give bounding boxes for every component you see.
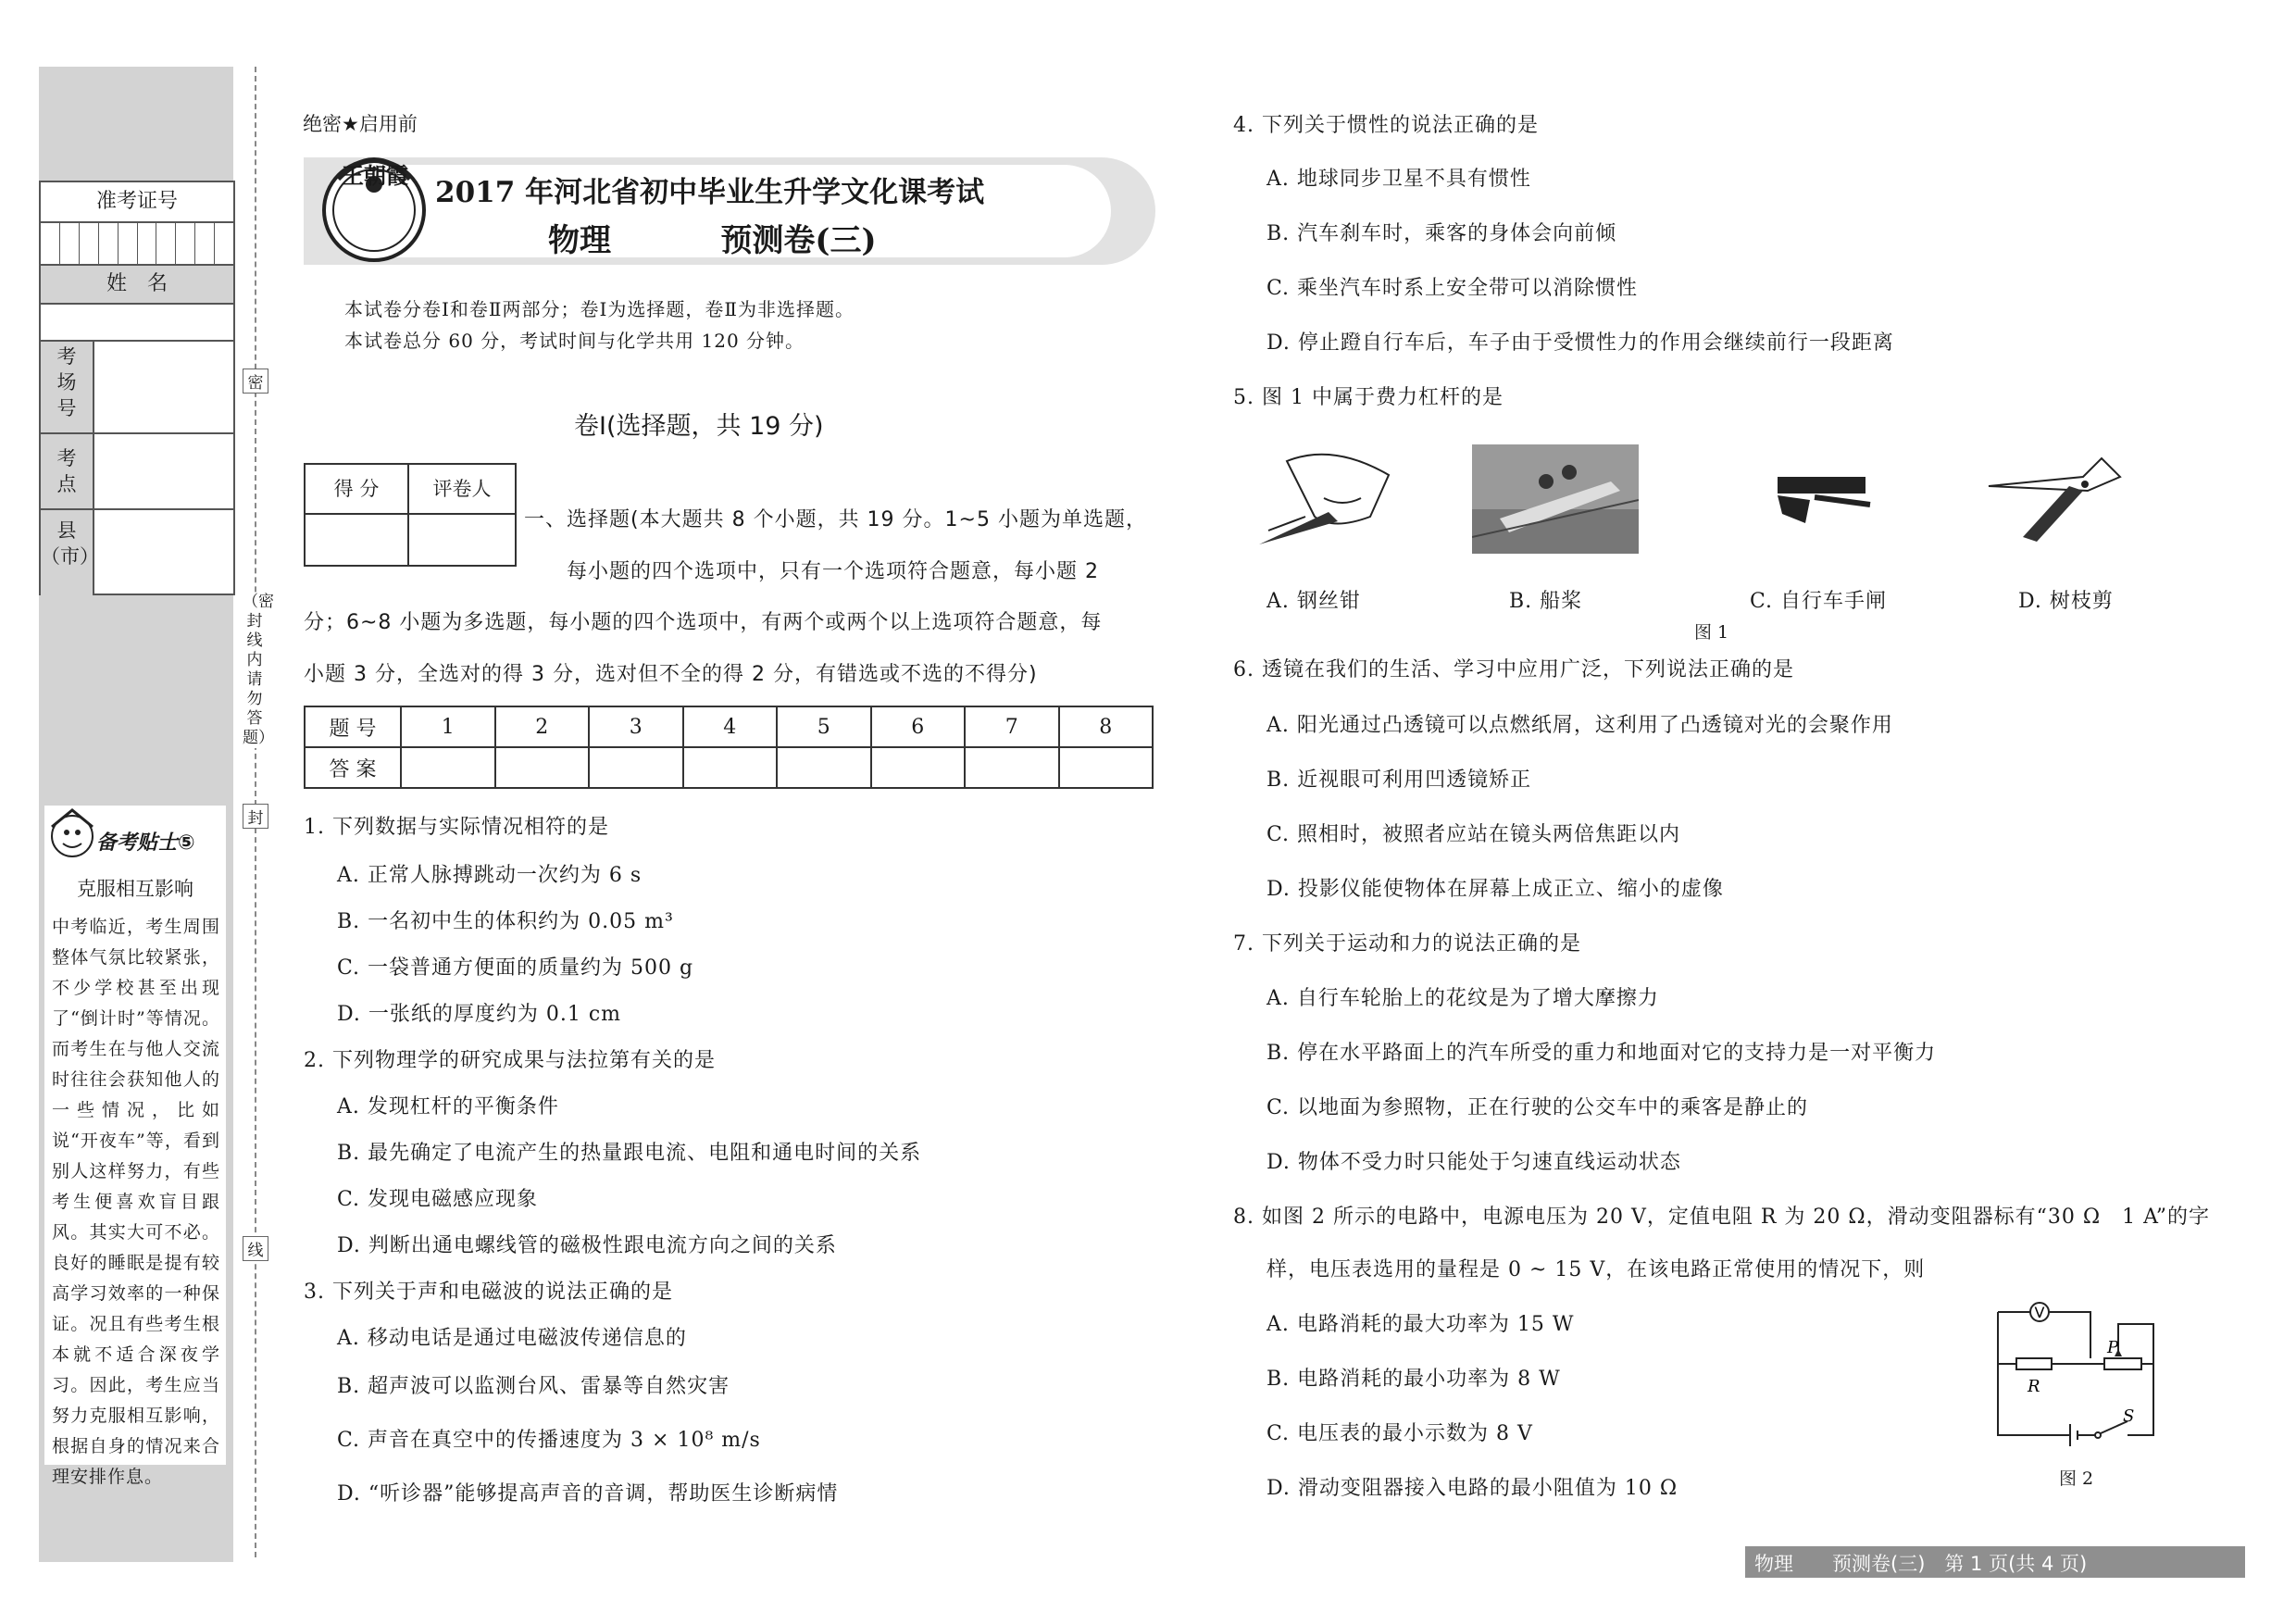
instruction-line-1: 一、选择题(本大题共 8 个小题，共 19 分。1~5 小题为单选题， xyxy=(524,508,1147,531)
figure1-caption: 图 1 xyxy=(1694,622,1729,643)
intro-line-2: 本试卷总分 60 分，考试时间与化学共用 120 分钟。 xyxy=(344,330,805,352)
bike-brake-icon xyxy=(1768,468,1875,532)
figure1-label-a: A. 钢丝钳 xyxy=(1267,590,1361,613)
option: C. 以地面为参照物，正在行驶的公交车中的乘客是静止的 xyxy=(1267,1096,1809,1119)
option: A. 移动电话是通过电磁波传递信息的 xyxy=(337,1327,687,1350)
pliers-hand-icon xyxy=(1250,443,1403,554)
option: A. 自行车轮胎上的花纹是为了增大摩擦力 xyxy=(1267,987,1659,1010)
instruction-line-2: 每小题的四个选项中，只有一个选项符合题意，每小题 2 xyxy=(567,560,1099,583)
question-stem: 4. 下列关于惯性的说法正确的是 xyxy=(1233,114,1539,137)
option: B. 最先确定了电流产生的热量跟电流、电阻和通电时间的关系 xyxy=(337,1142,922,1165)
question-stem: 8. 如图 2 所示的电路中，电源电压为 20 V，定值电阻 R 为 20 Ω，滑动变阻器标有“30 Ω 1 A”的字 xyxy=(1233,1206,2210,1229)
option: B. 近视眼可利用凹透镜矫正 xyxy=(1267,769,1532,792)
option: C. 乘坐汽车时系上安全带可以消除惯性 xyxy=(1267,277,1639,300)
question-stem-cont: 样，电压表选用的量程是 0 ~ 15 V，在该电路正常使用的情况下，则 xyxy=(1267,1258,1926,1281)
exam-no-cells[interactable] xyxy=(41,223,233,264)
question-stem: 7. 下列关于运动和力的说法正确的是 xyxy=(1233,932,1581,956)
answer-cell[interactable] xyxy=(401,747,495,788)
option: C. 电压表的最小示数为 8 V xyxy=(1267,1422,1533,1445)
option: B. 停在水平路面上的汽车所受的重力和地面对它的支持力是一对平衡力 xyxy=(1267,1042,1937,1065)
seal-mi: 密 xyxy=(243,369,268,394)
table-row-label: 答 案 xyxy=(305,747,401,788)
paper-title: 物理 预测卷(三) xyxy=(548,222,877,259)
qno-3: 3 xyxy=(589,706,683,747)
answer-cell[interactable] xyxy=(495,747,590,788)
option: B. 电路消耗的最小功率为 8 W xyxy=(1267,1368,1561,1391)
county-label: 县 （市） xyxy=(41,510,94,595)
option: A. 地球同步卫星不具有惯性 xyxy=(1267,168,1531,191)
option: A. 正常人脉搏跳动一次约为 6 s xyxy=(337,864,643,887)
grader-label: 评卷人 xyxy=(409,465,515,515)
option: A. 发现杠杆的平衡条件 xyxy=(337,1095,559,1118)
option: A. 电路消耗的最大功率为 15 W xyxy=(1267,1313,1575,1336)
figure1-label-d: D. 树枝剪 xyxy=(2018,590,2114,613)
option: D. 一张纸的厚度约为 0.1 cm xyxy=(337,1003,621,1026)
circuit-diagram xyxy=(1989,1292,2174,1449)
site-label: 考 点 xyxy=(41,434,94,518)
pruning-shears-icon xyxy=(1981,449,2129,546)
option: C. 声音在真空中的传播速度为 3 × 10⁸ m/s xyxy=(337,1429,761,1452)
qno-1: 1 xyxy=(401,706,495,747)
qno-2: 2 xyxy=(495,706,590,747)
name-field[interactable] xyxy=(41,303,233,342)
venue-label: 考 场 号 xyxy=(41,342,94,434)
answer-cell[interactable] xyxy=(589,747,683,788)
option: B. 超声波可以监测台风、雷暴等自然灾害 xyxy=(337,1375,730,1398)
option: D. 停止蹬自行车后，车子由于受惯性力的作用会继续前行一段距离 xyxy=(1267,331,1894,355)
instruction-line-3: 分；6~8 小题为多选题，每小题的四个选项中，有两个或两个以上选项符合题意，每 xyxy=(304,611,1103,634)
question-stem: 5. 图 1 中属于费力杠杆的是 xyxy=(1233,386,1504,409)
qno-5: 5 xyxy=(777,706,871,747)
figure1-label-b: B. 船桨 xyxy=(1509,590,1583,613)
question-stem: 3. 下列关于声和电磁波的说法正确的是 xyxy=(304,1281,673,1304)
figure2-caption: 图 2 xyxy=(2059,1468,2094,1489)
tip-text: 中考临近，考生周围整体气氛比较紧张，不少学校甚至出现了“倒计时”等情况。而考生在与他人交流时往往会获知他人的一些情况，比如说“开夜车”等，看到别人这样努力，有些考生便喜欢盲目跟风。其实大可不必。良好的睡眠是提有较高学习效率的一种保证。况且有些考生根本就不适合深夜学习。因此，考生应当努力克服相互影响，根据自身的情况来合理安排作息。 xyxy=(52,917,220,1487)
option: D. 投影仪能使物体在屏幕上成正立、缩小的虚像 xyxy=(1267,878,1724,901)
question-stem: 6. 透镜在我们的生活、学习中应用广泛，下列说法正确的是 xyxy=(1233,658,1794,681)
part1-title: 卷Ⅰ(选择题，共 19 分) xyxy=(574,412,824,441)
option: D. 判断出通电螺线管的磁极性跟电流方向之间的关系 xyxy=(337,1234,837,1257)
qno-8: 8 xyxy=(1059,706,1154,747)
switch-label: S xyxy=(2123,1406,2135,1426)
voltmeter-label: V xyxy=(2034,1304,2045,1321)
score-box xyxy=(304,463,517,567)
tip-badge: 备考贴士⑤ xyxy=(96,831,195,855)
option: A. 阳光通过凸透镜可以点燃纸屑，这利用了凸透镜对光的会聚作用 xyxy=(1267,714,1893,737)
logo-text: 王朝霞 xyxy=(342,162,408,189)
secret-mark: 绝密★启用前 xyxy=(303,113,418,135)
question-stem: 1. 下列数据与实际情况相符的是 xyxy=(304,816,609,839)
name-label: 姓 名 xyxy=(41,264,233,305)
answer-cell[interactable] xyxy=(1059,747,1154,788)
rowing-boat-photo xyxy=(1472,444,1639,554)
exam-no-label: 准考证号 xyxy=(41,182,233,223)
answer-cell[interactable] xyxy=(683,747,778,788)
qno-7: 7 xyxy=(965,706,1059,747)
qno-6: 6 xyxy=(871,706,966,747)
option: C. 照相时，被照者应站在镜头两倍焦距以内 xyxy=(1267,823,1681,846)
option: D. 滑动变阻器接入电路的最小阻值为 10 Ω xyxy=(1267,1477,1678,1500)
candidate-info-box xyxy=(39,181,235,595)
option: B. 汽车刹车时，乘客的身体会向前倾 xyxy=(1267,222,1617,245)
answer-cell[interactable] xyxy=(965,747,1059,788)
slider-label: P xyxy=(2107,1338,2119,1357)
seal-feng: 封 xyxy=(243,804,268,829)
footer-text: 物理 预测卷(三) 第 1 页(共 4 页) xyxy=(1754,1553,2088,1575)
question-stem: 2. 下列物理学的研究成果与法拉第有关的是 xyxy=(304,1049,716,1072)
answer-cell[interactable] xyxy=(871,747,966,788)
instruction-line-4: 小题 3 分，全选对的得 3 分，选对但不全的得 2 分，有错选或不选的不得分) xyxy=(304,663,1038,686)
table-row-label: 题 号 xyxy=(305,706,401,747)
option: B. 一名初中生的体积约为 0.05 m³ xyxy=(337,910,674,933)
answer-table xyxy=(304,706,1154,789)
score-label: 得 分 xyxy=(306,465,407,515)
option: D. 物体不受力时只能处于匀速直线运动状态 xyxy=(1267,1151,1681,1174)
resistor-label: R xyxy=(2028,1377,2040,1396)
seal-note: （密封线内请勿答题） xyxy=(243,593,274,747)
site-field[interactable] xyxy=(41,434,233,510)
answer-cell[interactable] xyxy=(777,747,871,788)
figure1-label-c: C. 自行车手闸 xyxy=(1750,590,1888,613)
option: C. 一袋普通方便面的质量约为 500 g xyxy=(337,956,694,980)
exam-title: 2017 年河北省初中毕业生升学文化课考试 xyxy=(435,176,985,209)
seal-xian: 线 xyxy=(243,1236,268,1261)
option: C. 发现电磁感应现象 xyxy=(337,1188,539,1211)
option: D. “听诊器”能够提高声音的音调，帮助医生诊断病情 xyxy=(337,1482,839,1506)
qno-4: 4 xyxy=(683,706,778,747)
intro-line-1: 本试卷分卷Ⅰ和卷Ⅱ两部分；卷Ⅰ为选择题，卷Ⅱ为非选择题。 xyxy=(344,298,855,320)
tip-title: 克服相互影响 xyxy=(77,878,193,900)
